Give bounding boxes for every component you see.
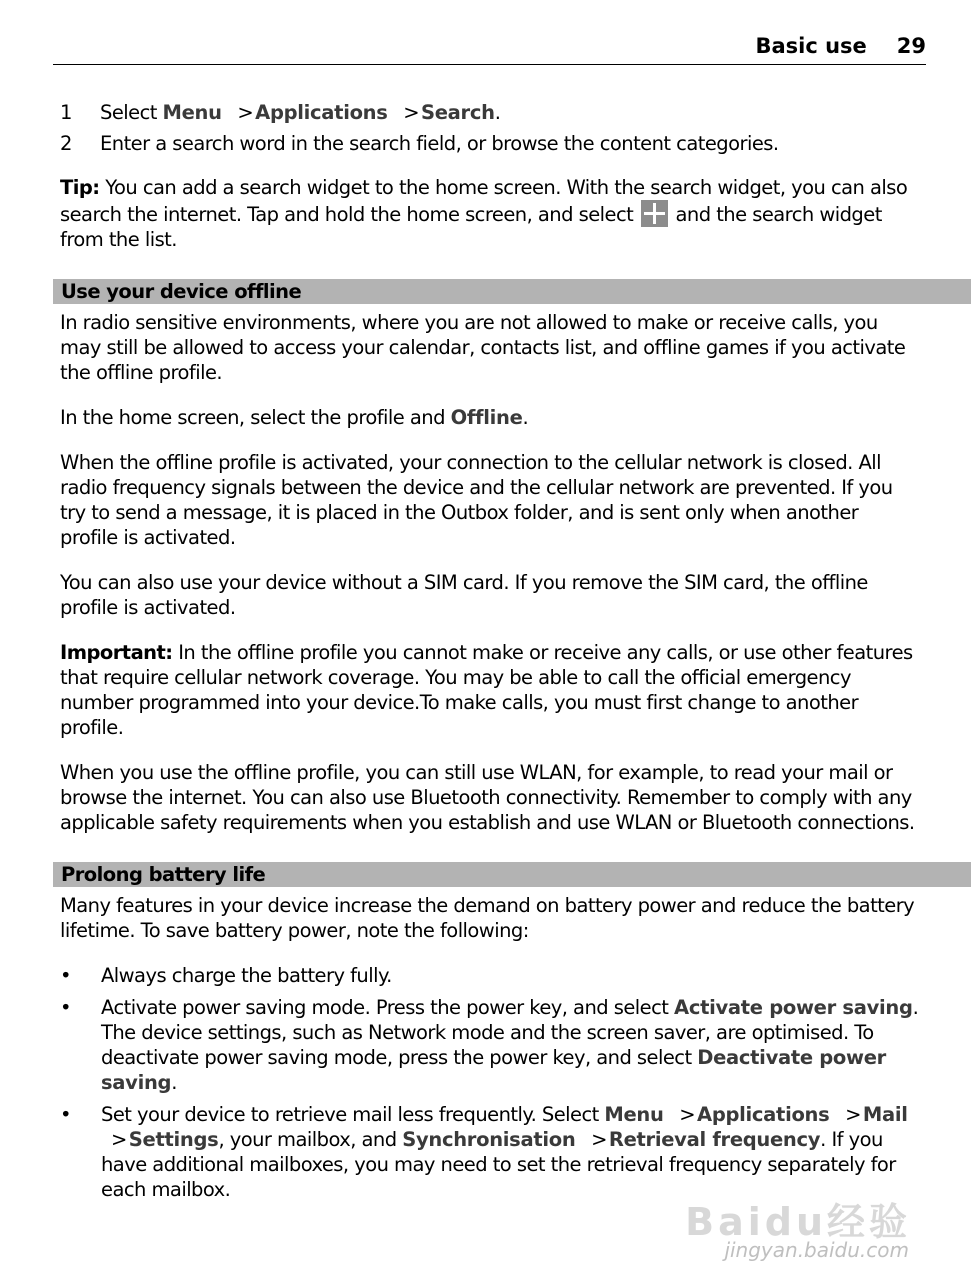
- menu-label: Menu: [604, 1103, 664, 1126]
- path-separator: >: [111, 1128, 127, 1151]
- offline-label: Offline: [450, 406, 523, 429]
- step-2: [60, 131, 921, 156]
- list-item: [60, 963, 921, 988]
- path-separator: >: [403, 101, 420, 124]
- list-item-text: . The device settings, such as Network mode and the screen saver, are optimised. To deactivate power saving mode, press the power key, and select: [101, 996, 919, 1069]
- step-text: Enter a search word in the search field, or browse the content categories.: [100, 132, 779, 155]
- synchronisation-label: Synchronisation: [402, 1128, 576, 1151]
- path-separator: >: [845, 1103, 861, 1126]
- path-separator: >: [679, 1103, 696, 1126]
- baidu-watermark-logo: Baidu经验: [685, 1200, 911, 1244]
- list-item-text: Set your device to retrieve mail less frequently. Select: [101, 1103, 599, 1126]
- retrieval-frequency-label: Retrieval frequency: [608, 1128, 821, 1151]
- step-1: [60, 100, 921, 125]
- bullet-icon: •: [60, 1103, 71, 1126]
- step-number: 1: [60, 101, 72, 124]
- applications-label: Applications: [697, 1103, 830, 1126]
- bullet-icon: •: [60, 964, 71, 987]
- offline-paragraph-1: In radio sensitive environments, where you are not allowed to make or receive calls, you may still be allowed to access your calendar, contacts list, and offline games if you activate the offline profile.: [60, 311, 906, 384]
- step-text-post: .: [494, 101, 501, 124]
- path-separator: >: [591, 1128, 607, 1151]
- offline-paragraph-4: You can also use your device without a SIM card. If you remove the SIM card, the offline profile is activated.: [60, 571, 868, 619]
- offline-paragraph-2: [60, 405, 921, 430]
- step-text: [100, 100, 500, 125]
- step-text-pre: Select: [100, 101, 157, 124]
- bullet-icon: •: [60, 996, 71, 1019]
- battery-tips-list: [60, 963, 921, 1202]
- path-separator: >: [237, 101, 254, 124]
- offline-paragraph-2-end: .: [522, 406, 529, 429]
- applications-label: Applications: [255, 101, 388, 124]
- menu-label: Menu: [162, 101, 222, 124]
- list-item: [60, 1102, 921, 1202]
- list-item: [60, 995, 921, 1095]
- plus-icon: [641, 200, 668, 227]
- offline-paragraph-6: When you use the offline profile, you can still use WLAN, for example, to read your mail or browse the internet. You can also use Bluetooth connectivity. Remember to comply with any applicable safety requirements when you establish and use WLAN or Bluetooth connections.: [60, 761, 915, 834]
- section-heading-offline: Use your device offline: [53, 279, 971, 304]
- mail-label: Mail: [862, 1103, 908, 1126]
- important-paragraph: [60, 640, 921, 740]
- deactivate-power-saving-label: Deactivate power saving: [101, 1046, 886, 1094]
- important-label: Important:: [60, 641, 173, 664]
- settings-label: Settings: [128, 1128, 219, 1151]
- page-header: [53, 34, 926, 65]
- search-label: Search: [421, 101, 495, 124]
- offline-paragraph-3: When the offline profile is activated, your connection to the cellular network is closed. All radio frequency signals between the device and the cellular network are prevented. If you try to send a message, it is placed in the Outbox folder, and is sent only when another profile is activated.: [60, 451, 893, 549]
- page-content: [60, 100, 921, 1209]
- battery-intro: Many features in your device increase the demand on battery power and reduce the battery lifetime. To save battery power, note the following:: [60, 894, 915, 942]
- tip-text-end: and the search widget from the list.: [60, 203, 882, 251]
- section-heading-battery: Prolong battery life: [53, 862, 971, 887]
- list-item-text: Always charge the battery fully.: [101, 964, 392, 987]
- section-title: Basic use: [755, 34, 867, 58]
- offline-paragraph-2-text: In the home screen, select the profile and: [60, 406, 445, 429]
- list-item-text: .: [171, 1071, 177, 1094]
- baidu-watermark-url: jingyan.baidu.com: [724, 1238, 909, 1262]
- tip-text: You can add a search widget to the home screen. With the search widget, you can also search the internet. Tap and hold the home screen, and select: [60, 176, 908, 226]
- activate-power-saving-label: Activate power saving: [674, 996, 913, 1019]
- tip-label: Tip:: [60, 176, 100, 199]
- list-item-text: . If you have additional mailboxes, you may need to set the retrieval frequency separately for each mailbox.: [101, 1128, 896, 1201]
- important-text: In the offline profile you cannot make or receive any calls, or use other features that require cellular network coverage. You may be able to call the official emergency number programmed into your device.To make calls, you must first change to another profile.: [60, 641, 913, 739]
- page-number: 29: [896, 34, 926, 58]
- step-number: 2: [60, 132, 72, 155]
- tip-paragraph: [60, 175, 921, 252]
- list-item-text: Activate power saving mode. Press the power key, and select: [101, 996, 669, 1019]
- list-item-text: , your mailbox, and: [218, 1128, 397, 1151]
